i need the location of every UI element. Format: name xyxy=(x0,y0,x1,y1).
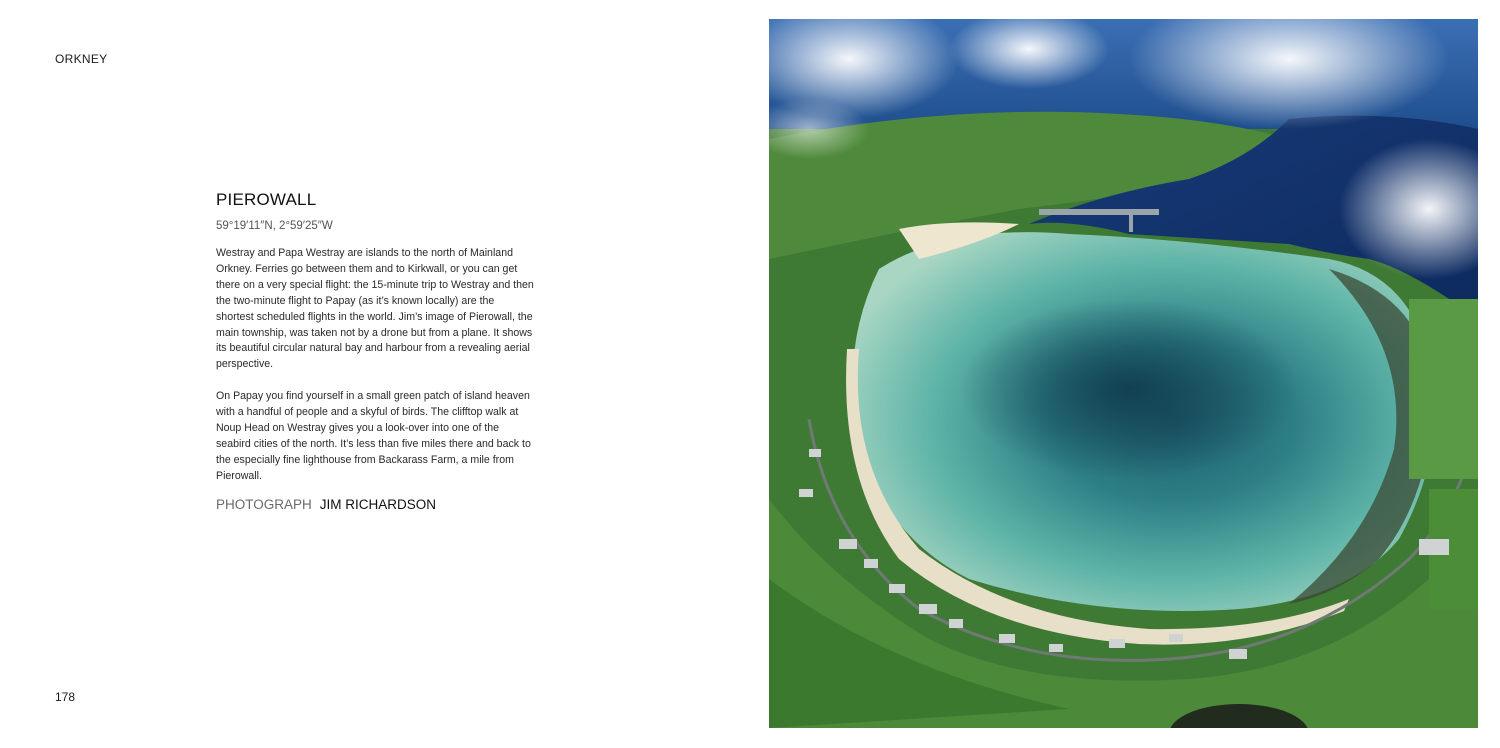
article-title: PIEROWALL xyxy=(216,190,317,209)
photo-credit xyxy=(216,497,534,512)
paragraph: On Papay you find yourself in a small green patch of island heaven with a handful of people and a skyful of birds. The clifftop walk at Noup Head on Westray gives you a look-over into one of the seabird cities of the north. It’s less than five miles there and back to the especially fine lighthouse from Backarass Farm, a mile from Pierowall. xyxy=(216,390,531,482)
aerial-photo-illustration xyxy=(769,19,1478,728)
running-head: ORKNEY xyxy=(55,52,108,66)
coordinates: 59°19′11″N, 2°59′25″W xyxy=(216,220,333,232)
credit-label: PHOTOGRAPH xyxy=(216,496,312,512)
paragraph: Westray and Papa Westray are islands to the north of Mainland Orkney. Ferries go between them and to Kirkwall, or you can get there on a very special flight: the 15-minute trip to Westray and then the two-minute flight to Papay (as it’s known locally) are the shortest scheduled flights in the world. Jim’s image of Pierowall, the main township, was taken not by a drone but from a plane. It shows its beautiful circular natural bay and harbour from a revealing aerial perspective. xyxy=(216,247,534,371)
photographer-name: JIM RICHARDSON xyxy=(319,496,437,512)
article xyxy=(216,190,534,512)
aerial-photo xyxy=(769,19,1478,728)
page-number: 178 xyxy=(55,690,76,704)
